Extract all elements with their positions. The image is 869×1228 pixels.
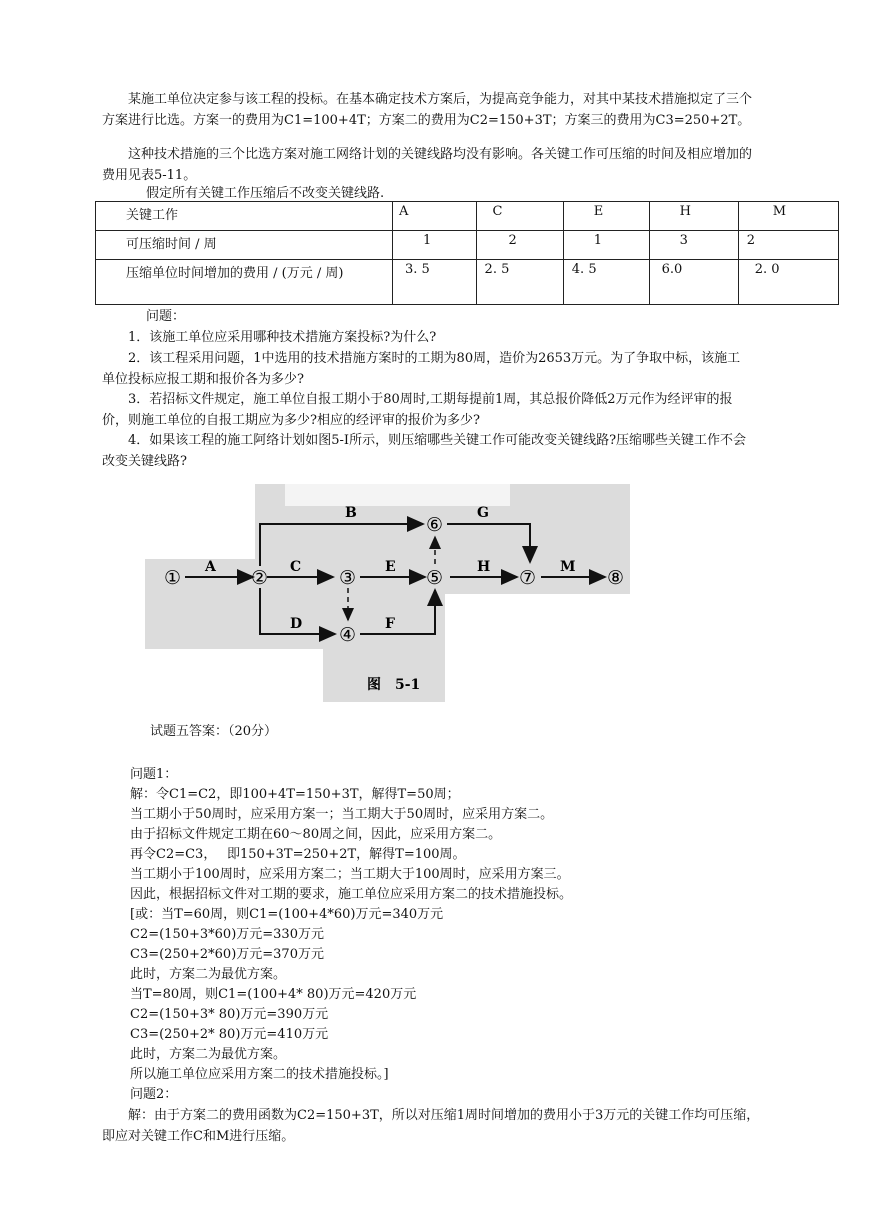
answer-line: 所以施工单位应采用方案二的技术措施投标。] bbox=[130, 1067, 389, 1082]
answer-line: 解：令C1=C2，即100+4T=150+3T，解得T=50周； bbox=[130, 787, 460, 802]
table-cell: 2 bbox=[476, 231, 563, 260]
label-c: C bbox=[290, 559, 302, 575]
answer-line: C3=(250+2*60)万元=370万元 bbox=[130, 947, 324, 962]
question-4: 4．如果该工程的施工阿络计划如图5-I所示，则压缩哪些关键工作可能改变关键线路?压缩哪些关键工作不会改变关键线路? bbox=[102, 433, 747, 469]
node-2: ② bbox=[251, 567, 269, 589]
table-cell: A bbox=[393, 202, 477, 231]
table-cell: 1 bbox=[393, 231, 477, 260]
table-cell: 1 bbox=[563, 231, 649, 260]
intro-paragraph-1: 某施工单位决定参与该工程的投标。在基本确定技术方案后，为提高竞争能力，对其中某技术措施拟定了三个方案进行比选。方案一的费用为C1=100+4T；方案二的费用为C2=150+3T；方案三的费用为C3=250+2T。 bbox=[102, 92, 753, 128]
node-1: ① bbox=[164, 567, 182, 589]
figure-blank-area bbox=[445, 594, 630, 702]
network-diagram bbox=[145, 484, 630, 702]
figure-caption: 图 5-1 bbox=[367, 677, 421, 693]
table-cell: 2. 0 bbox=[738, 260, 838, 305]
compression-table bbox=[95, 201, 839, 305]
question-1: 1．该施工单位应采用哪种技术措施方案投标?为什么? bbox=[128, 330, 437, 345]
answer-line: C2=(150+3* 80)万元=390万元 bbox=[130, 1007, 329, 1022]
node-8: ⑧ bbox=[607, 567, 625, 589]
answer-line: 当工期小于100周时，应采用方案二；当工期大于100周时，应采用方案三。 bbox=[130, 867, 570, 882]
table-cell: 3. 5 bbox=[393, 260, 477, 305]
node-7: ⑦ bbox=[519, 567, 537, 589]
answer-q1-title: 问题1： bbox=[130, 767, 178, 782]
table-row bbox=[96, 202, 839, 231]
figure-blank-area bbox=[145, 484, 255, 559]
label-d: D bbox=[290, 616, 303, 632]
answer-line: C2=(150+3*60)万元=330万元 bbox=[130, 927, 324, 942]
answer-line: 当T=80周，则C1=(100+4* 80)万元=420万元 bbox=[130, 987, 417, 1002]
table-cell: H bbox=[649, 202, 738, 231]
table-cell: 关键工作 bbox=[96, 202, 393, 231]
table-row bbox=[96, 231, 839, 260]
node-6: ⑥ bbox=[426, 514, 444, 536]
table-cell: C bbox=[476, 202, 563, 231]
table-cell: M bbox=[738, 202, 838, 231]
answer-line: 因此，根据招标文件对工期的要求，施工单位应采用方案二的技术措施投标。 bbox=[130, 887, 573, 902]
label-m: M bbox=[560, 559, 576, 575]
label-a: A bbox=[205, 559, 216, 575]
label-e: E bbox=[385, 559, 396, 575]
figure-blank-area bbox=[285, 484, 510, 506]
answer-line: C3=(250+2* 80)万元=410万元 bbox=[130, 1027, 329, 1042]
answer-line: 再令C2=C3， 即150+3T=250+2T，解得T=100周。 bbox=[130, 847, 466, 862]
table-cell: 6.0 bbox=[649, 260, 738, 305]
label-g: G bbox=[477, 505, 489, 521]
table-row bbox=[96, 260, 839, 305]
answer-q2-title: 问题2： bbox=[130, 1087, 178, 1102]
answer-line: 当工期小于50周时，应采用方案一；当工期大于50周时，应采用方案二。 bbox=[130, 807, 554, 822]
label-b: B bbox=[345, 505, 357, 521]
table-cell: 2 bbox=[738, 231, 838, 260]
table-cell: 3 bbox=[649, 231, 738, 260]
answer-heading: 试题五答案：（20分） bbox=[150, 724, 278, 739]
table-cell: 4. 5 bbox=[563, 260, 649, 305]
table-cell: E bbox=[563, 202, 649, 231]
question-2: 2．该工程采用问题，1中选用的技术措施方案时的工期为80周，造价为2653万元。为了争取中标，该施工单位投标应报工期和报价各为多少? bbox=[102, 351, 741, 387]
figure-caption-background bbox=[323, 649, 445, 702]
table-cell: 2. 5 bbox=[476, 260, 563, 305]
question-3: 3．若招标文件规定，施工单位自报工期小于80周时,工期每提前1周，其总报价降低2万元作为经评审的报价，则施工单位的自报工期应为多少?相应的经评审的报价为多少? bbox=[102, 392, 733, 428]
node-3: ③ bbox=[339, 567, 357, 589]
answer-line: 由于招标文件规定工期在60～80周之间，因此，应采用方案二。 bbox=[130, 827, 502, 842]
intro-paragraph-3: 假定所有关键工作压缩后不改变关键线路. bbox=[146, 186, 385, 201]
label-f: F bbox=[385, 616, 395, 632]
label-h: H bbox=[477, 559, 491, 575]
answer-line: 此时，方案二为最优方案。 bbox=[130, 967, 287, 982]
table-cell: 压缩单位时间增加的费用 / (万元 / 周) bbox=[96, 260, 393, 305]
node-5: ⑤ bbox=[426, 567, 444, 589]
answer-line: [或：当T=60周，则C1=(100+4*60)万元=340万元 bbox=[130, 907, 444, 922]
questions-title: 问题： bbox=[146, 309, 186, 324]
table-cell: 可压缩时间 / 周 bbox=[96, 231, 393, 260]
node-4: ④ bbox=[339, 624, 357, 646]
answer-q2-text: 解：由于方案二的费用函数为C2=150+3T，所以对压缩1周时间增加的费用小于3万元的关键工作均可压缩，即应对关键工作C和M进行压缩。 bbox=[102, 1108, 760, 1144]
answer-line: 此时，方案二为最优方案。 bbox=[130, 1047, 287, 1062]
intro-paragraph-2: 这种技术措施的三个比选方案对施工网络计划的关键线路均没有影响。各关键工作可压缩的时间及相应增加的费用见表5-11。 bbox=[102, 147, 753, 183]
